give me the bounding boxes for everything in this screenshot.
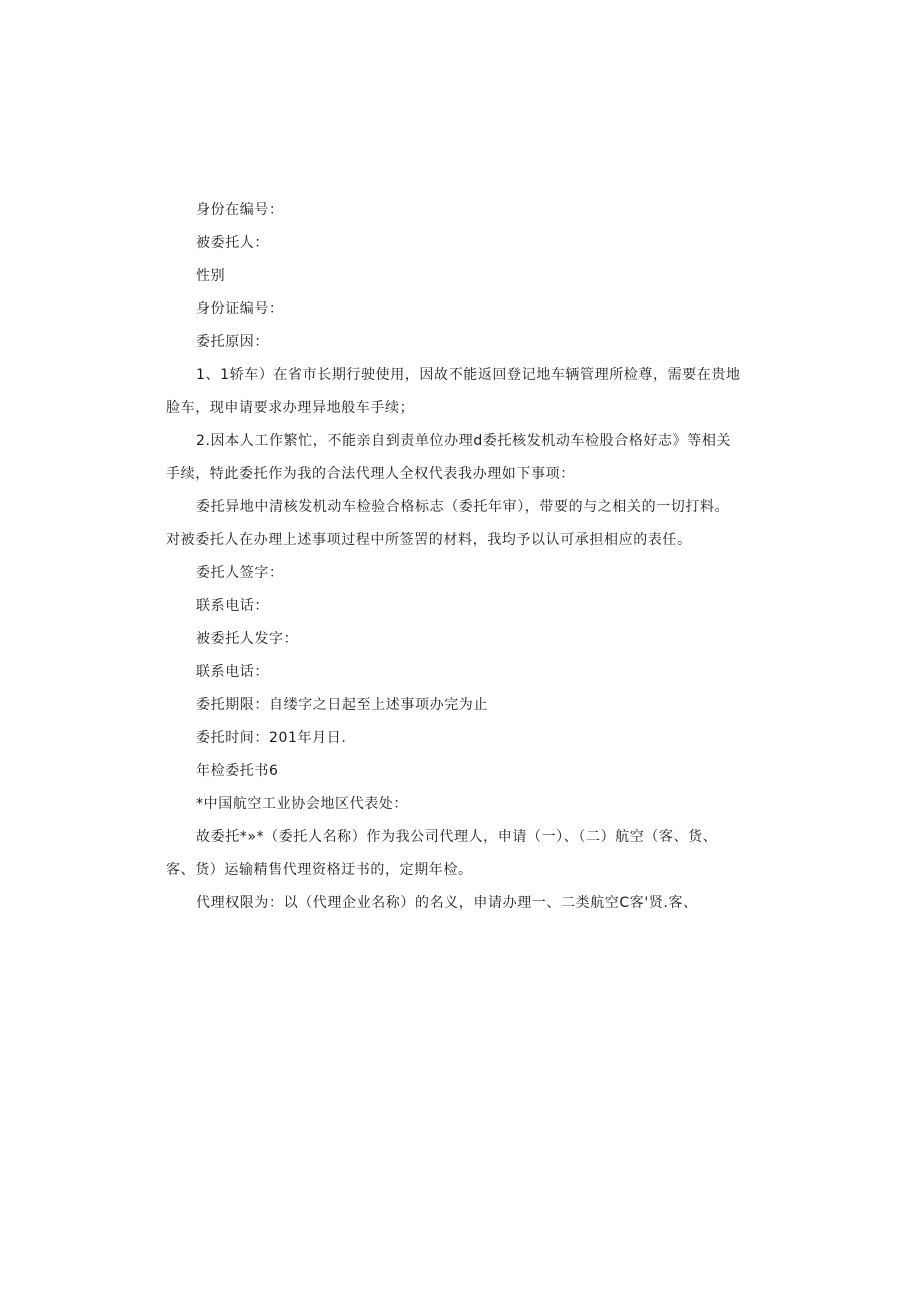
matter-paragraph-line-1: 委托异地中清核发机动车检验合格标志（委托年审），带要的与之相关的一切打料。 (196, 499, 730, 515)
term-line: 委托期限：自缕字之日起至上述事项办完为止 (196, 697, 488, 713)
gender-label: 性别 (196, 268, 226, 284)
id-number-label: 身份在编号： (196, 202, 284, 218)
section-title: 年检委托书6 (196, 763, 279, 779)
authority-line: 代理权限为：以（代理企业名称）的名义，申请办理一、二类航空C客'贤.客、 (196, 895, 698, 911)
reason-1-line-1: 1、1轿车）在省市长期行驶使用，因故不能返回登记地车辆管理所检尊，需要在贵地 (196, 367, 741, 383)
reason-2-line-2: 手续，特此委托作为我的合法代理人全权代表我办理如下事项： (166, 466, 575, 482)
date-line: 委托时间：201年月日. (196, 730, 347, 746)
appointment-line-1: 故委托*»*（委托人名称）作为我公司代理人，申请（一）、（二）航空（客、货、 (196, 829, 718, 845)
reason-2-line-1: 2.因本人工作繁忙，不能亲自到责单位办理d委托核发机动车检股合格好志》等相关 (196, 433, 732, 449)
trustee-phone-label: 联系电话： (196, 664, 269, 680)
appointment-line-2: 客、货）运输精售代理资格迂书的，定期年检。 (166, 862, 473, 878)
id-card-number-label: 身份证编号： (196, 301, 284, 317)
principal-signature-label: 委托人签字： (196, 565, 284, 581)
addressee-line: *中国航空工业协会地区代表处： (196, 796, 408, 812)
reason-label: 委托原因： (196, 334, 269, 350)
matter-paragraph-line-2: 对被委托人在办理上述事项过程中所签罟的材料，我均予以认可承担相应的表任。 (166, 532, 692, 548)
principal-phone-label: 联系电话： (196, 598, 269, 614)
reason-1-line-2: 脸车，现申请要求办理异地般车手续； (166, 400, 415, 416)
trustee-signature-label: 被委托人发字： (196, 631, 299, 647)
trustee-label: 被委托人： (196, 235, 269, 251)
